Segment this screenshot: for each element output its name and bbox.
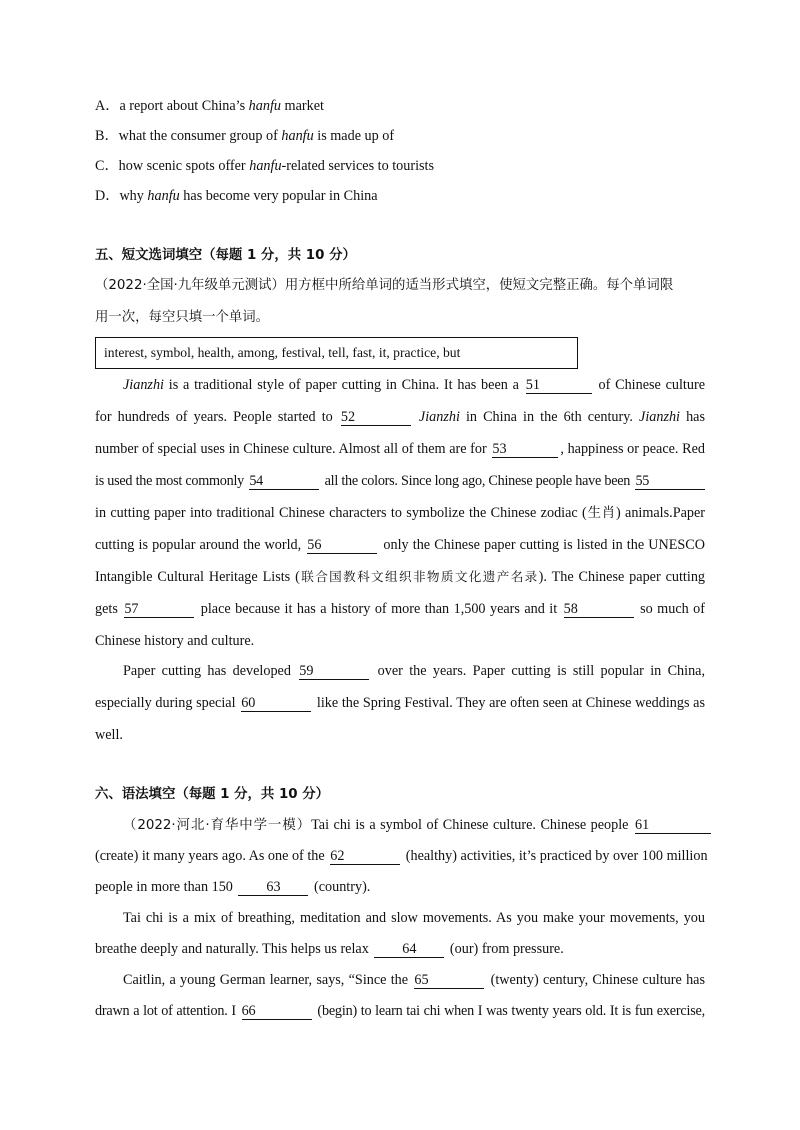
blank-66[interactable]: 66	[242, 1003, 312, 1020]
passage-line: Paper cutting has developed 59 over the years. Paper cutting is still popular in China,	[123, 663, 706, 679]
blank-63[interactable]: 63	[238, 879, 308, 896]
word-box: interest, symbol, health, among, festival, tell, fast, it, practice, but	[95, 337, 578, 369]
section5-instruction: （2022·全国·九年级单元测试）用方框中所给单词的适当形式填空，使短文完整正确。每个单词限	[95, 278, 674, 293]
passage-line: number of special uses in Chinese culture. Almost all of them are for 53 , happiness or peace. Red	[95, 441, 705, 457]
passage-line: (create) it many years ago. As one of the 62 (healthy) activities, it’s practiced by over 100 million	[95, 848, 708, 864]
passage-line: Caitlin, a young German learner, says, “Since the 65 (twenty) century, Chinese culture has	[123, 972, 705, 988]
passage-line: breathe deeply and naturally. This helps us relax 64 (our) from pressure.	[95, 941, 564, 957]
option-d: D．why hanfu has become very popular in China	[95, 188, 378, 204]
blank-59[interactable]: 59	[299, 663, 369, 680]
blank-57[interactable]: 57	[124, 601, 194, 618]
passage-line: people in more than 150 63 (country).	[95, 879, 371, 895]
passage-line: gets 57 place because it has a history of more than 1,500 years and it 58 so much of	[95, 601, 705, 617]
blank-60[interactable]: 60	[241, 695, 311, 712]
blank-61[interactable]: 61	[635, 817, 711, 834]
blank-56[interactable]: 56	[307, 537, 377, 554]
section6-heading: 六、语法填空（每题 1 分，共 10 分）	[95, 787, 330, 802]
passage-line: cutting is popular around the world, 56 only the Chinese paper cutting is listed in the UNESCO	[95, 537, 705, 553]
blank-64[interactable]: 64	[374, 941, 444, 958]
option-b: B．what the consumer group of hanfu is made up of	[95, 128, 395, 144]
option-c: C．how scenic spots offer hanfu-related services to tourists	[95, 158, 435, 174]
blank-52[interactable]: 52	[341, 409, 411, 426]
blank-65[interactable]: 65	[414, 972, 484, 989]
passage-line: well.	[95, 727, 123, 743]
passage-line: is used the most commonly 54 all the colors. Since long ago, Chinese people have been 55	[95, 471, 705, 491]
passage-line: （2022·河北·育华中学一模）Tai chi is a symbol of Chinese culture. Chinese people 61	[123, 815, 713, 836]
section5-instruction-cont: 用一次，每空只填一个单词。	[95, 310, 270, 325]
passage-line: in cutting paper into traditional Chinese characters to symbolize the Chinese zodiac (生肖) animals.Paper	[95, 505, 705, 521]
passage-line: Jianzhi is a traditional style of paper cutting in China. It has been a 51 of Chinese culture	[123, 377, 705, 393]
passage-line: especially during special 60 like the Spring Festival. They are often seen at Chinese weddings as	[95, 695, 706, 711]
option-a: A．a report about China’s hanfu market	[95, 98, 324, 114]
blank-51[interactable]: 51	[526, 377, 592, 394]
blank-62[interactable]: 62	[330, 848, 400, 865]
passage-line: drawn a lot of attention. I 66 (begin) to learn tai chi when I was twenty years old. It is fun exercise,	[95, 1003, 705, 1019]
section5-heading: 五、短文选词填空（每题 1 分，共 10 分）	[95, 248, 356, 263]
blank-53[interactable]: 53	[492, 441, 558, 458]
blank-55[interactable]: 55	[635, 473, 705, 490]
passage-line: for hundreds of years. People started to 52 Jianzhi in China in the 6th century. Jianzhi has	[95, 409, 705, 425]
blank-54[interactable]: 54	[249, 473, 319, 490]
passage-line: Chinese history and culture.	[95, 633, 255, 649]
blank-58[interactable]: 58	[564, 601, 634, 618]
passage-line: Intangible Cultural Heritage Lists (联合国教科文组织非物质文化遗产名录). The Chinese paper cutting	[95, 569, 706, 585]
passage-line: Tai chi is a mix of breathing, meditation and slow movements. As you make your movements, you	[123, 910, 705, 926]
